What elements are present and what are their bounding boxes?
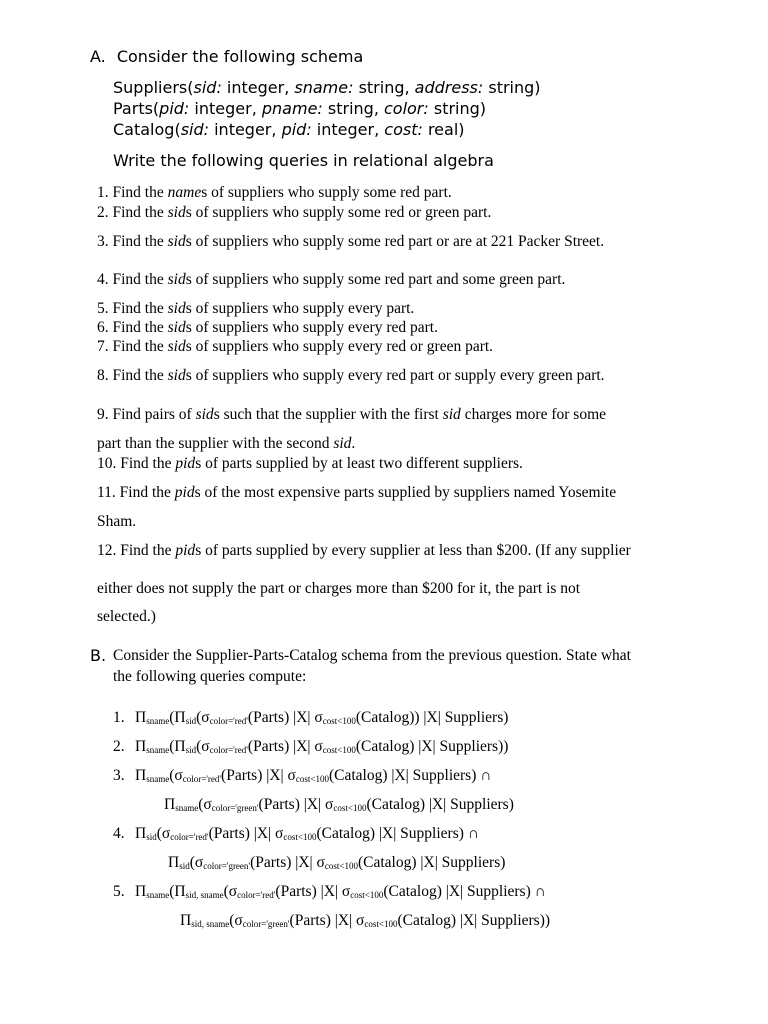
schema-parts: Parts(pid: integer, pname: string, color: string) <box>113 99 487 118</box>
query-12-line2: either does not supply the part or charges more than $200 for it, the part is not <box>97 580 581 597</box>
query-6: 6. Find the sids of suppliers who supply every red part. <box>97 319 438 336</box>
instruction-text: Write the following queries in relational algebra <box>113 151 494 170</box>
query-2: 2. Find the sids of suppliers who supply some red or green part. <box>97 204 492 221</box>
ra-item-1-expression: $\Pi_{sname}(\Pi_{sid}(\sigma_{color='red'}(Parts)$ |X| $\sigma_{cost<100}(Catalog)$) |X| Suppliers) <box>135 709 509 726</box>
ra-item-5-expression-line1: $\Pi_{sname}(\Pi_{sid, sname}(\sigma_{color='red'}(Parts)$ |X| $\sigma_{cost<100}(Catalog)$ |X| Suppliers) ∩ <box>135 883 546 900</box>
section-b-intro-line1: Consider the Supplier-Parts-Catalog schema from the previous question. State what <box>113 647 631 664</box>
query-8: 8. Find the sids of suppliers who supply every red part or supply every green part. <box>97 367 605 384</box>
query-3: 3. Find the sids of suppliers who supply some red part or are at 221 Packer Street. <box>97 233 605 250</box>
ra-item-2-expression: $\Pi_{sname}(\Pi_{sid}(\sigma_{color='red'}(Parts)$ |X| $\sigma_{cost<100}(Catalog)$ |X| Suppliers)) <box>135 738 509 755</box>
query-9-line2: part than the supplier with the second sid. <box>97 435 356 452</box>
ra-item-2-number: 2. <box>113 738 125 755</box>
section-a-marker: A. <box>90 47 106 66</box>
ra-item-1-number: 1. <box>113 709 125 726</box>
query-1: 1. Find the names of suppliers who supply some red part. <box>97 184 452 201</box>
section-a-title: Consider the following schema <box>116 47 364 66</box>
ra-item-4-expression-line2: $\Pi_{sid}(\sigma_{color='green'}(Parts)$ |X| $\sigma_{cost<100}(Catalog)$ |X| Suppliers) <box>168 854 506 871</box>
section-a-heading <box>90 47 363 66</box>
query-5: 5. Find the sids of suppliers who supply every part. <box>97 300 415 317</box>
section-b-intro-line2: the following queries compute: <box>113 668 307 685</box>
query-12-line3: selected.) <box>97 608 156 625</box>
query-11-line2: Sham. <box>97 513 137 530</box>
query-12-line1: 12. Find the pids of parts supplied by every supplier at less than $200. (If any supplier <box>97 542 631 559</box>
query-7: 7. Find the sids of suppliers who supply every red or green part. <box>97 338 494 355</box>
query-9-line1: 9. Find pairs of sids such that the supplier with the first sid charges more for some <box>97 406 607 423</box>
ra-item-3-expression-line1: $\Pi_{sname}(\sigma_{color='red'}(Parts)$ |X| $\sigma_{cost<100}(Catalog)$ |X| Suppliers) ∩ <box>135 767 492 784</box>
ra-item-5-number: 5. <box>113 883 125 900</box>
query-11-line1: 11. Find the pids of the most expensive parts supplied by suppliers named Yosemite <box>97 484 617 501</box>
ra-item-4-number: 4. <box>113 825 125 842</box>
ra-item-5-expression-line2: $\Pi_{sid, sname}(\sigma_{color='green'}(Parts)$ |X| $\sigma_{cost<100}(Catalog)$ |X| Suppliers)) <box>180 912 551 929</box>
query-4: 4. Find the sids of suppliers who supply some red part and some green part. <box>97 271 566 288</box>
query-10: 10. Find the pids of parts supplied by at least two different suppliers. <box>97 455 523 472</box>
ra-item-4-expression-line1: $\Pi_{sid}(\sigma_{color='red'}(Parts)$ |X| $\sigma_{cost<100}(Catalog)$ |X| Suppliers) ∩ <box>135 825 479 842</box>
ra-item-3-expression-line2: $\Pi_{sname}(\sigma_{color='green'}(Parts)$ |X| $\sigma_{cost<100}(Catalog)$ |X| Suppliers) <box>164 796 514 813</box>
ra-item-3-number: 3. <box>113 767 125 784</box>
schema-catalog: Catalog(sid: integer, pid: integer, cost: real) <box>113 120 465 139</box>
section-b-marker: B. <box>90 646 107 665</box>
schema-suppliers: Suppliers(sid: integer, sname: string, address: string) <box>113 78 541 97</box>
